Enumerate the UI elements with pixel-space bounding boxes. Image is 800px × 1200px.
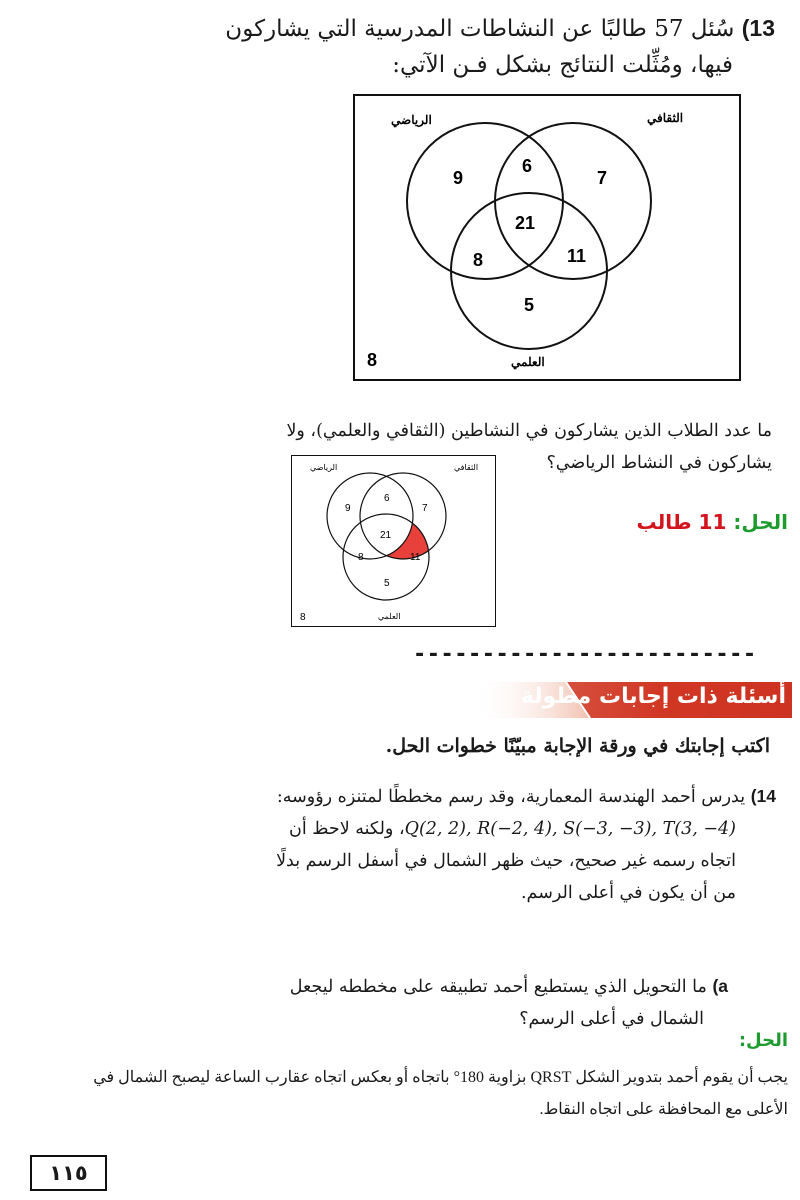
sports-circle <box>407 123 563 279</box>
question-13-prompt-line1: ما عدد الطلاب الذين يشاركون في النشاطين (الثقافي والعلمي)، ولا <box>286 421 772 441</box>
region-sports-cultural: 6 <box>522 156 533 176</box>
region-science-only: 5 <box>524 295 535 315</box>
region-outside: 8 <box>367 350 378 370</box>
question-13-solution <box>637 510 788 534</box>
part-a-line2: الشمال في أعلى الرسم؟ <box>519 1009 704 1029</box>
question-number: 14) <box>750 786 776 806</box>
venn-label-cultural: الثقافي <box>647 111 684 125</box>
part-a-label: a) <box>712 976 728 996</box>
question-13-line1: سُئل 57 طالبًا عن النشاطات المدرسية التي يشاركون <box>225 16 735 42</box>
question-14-solution-line2: الأعلى مع المحافظة على اتجاه النقاط. <box>539 1101 788 1118</box>
question-14-line2-tail: ، ولكنه لاحظ أن <box>289 819 405 839</box>
region-cultural-science: 11 <box>567 246 587 266</box>
venn-label-science: العلمي <box>511 355 545 369</box>
section-banner <box>470 678 792 722</box>
instruction-text: اكتب إجابتك في ورقة الإجابة مبيّنًا خطوات الحل. <box>385 735 770 757</box>
svg-text:8: 8 <box>300 612 306 623</box>
question-14a-text <box>16 970 776 1035</box>
venn-small-label-sports: الرياضي <box>310 463 338 472</box>
question-14-text <box>16 780 776 909</box>
section-divider: ------------------------- <box>413 642 757 667</box>
region-all-three: 21 <box>515 213 536 233</box>
venn-small-label-cultural: الثقافي <box>454 463 479 472</box>
svg-text:6: 6 <box>384 493 390 504</box>
question-14-coordinates: Q(2, 2), R(−2, 4), S(−3, −3), T(3, −4) <box>404 819 736 839</box>
venn-diagram-small-highlighted <box>291 455 496 627</box>
question-14-solution-line1: يجب أن يقوم أحمد بتدوير الشكل QRST بزاوية 180° باتجاه أو بعكس اتجاه عقارب الساعة ليصبح الشمال في <box>93 1069 788 1086</box>
question-14-line3: اتجاه رسمه غير صحيح، حيث ظهر الشمال في أسفل الرسم بدلًا <box>276 851 736 871</box>
svg-text:11: 11 <box>410 552 421 563</box>
question-14-solution-label: الحل: <box>738 1030 788 1051</box>
venn-diagram-large <box>353 94 741 381</box>
region-cultural-only: 7 <box>597 168 608 188</box>
question-14-solution <box>8 1062 788 1126</box>
question-14-line4: من أن يكون في أعلى الرسم. <box>520 883 736 903</box>
venn-label-sports: الرياضي <box>391 113 432 127</box>
page-number: ١١٥ <box>30 1155 107 1191</box>
question-number: 13) <box>741 15 775 41</box>
region-sports-only: 9 <box>453 168 464 188</box>
svg-text:5: 5 <box>384 578 390 589</box>
region-sports-science: 8 <box>473 250 484 270</box>
svg-text:8: 8 <box>358 552 364 563</box>
question-13-prompt-line2: يشاركون في النشاط الرياضي؟ <box>546 453 772 473</box>
svg-text:7: 7 <box>422 503 428 514</box>
part-a-line1: ما التحويل الذي يستطيع أحمد تطبيقه على مخططه ليجعل <box>289 977 707 997</box>
question-13-text <box>15 10 775 83</box>
solution-label: الحل: <box>733 510 788 534</box>
question-14-line1: يدرس أحمد الهندسة المعمارية، وقد رسم مخططًا لمتنزه رؤوسه: <box>276 787 746 807</box>
svg-text:21: 21 <box>380 530 392 541</box>
banner-title: أسئلة ذات إجابات مطولة <box>520 684 786 709</box>
question-13-line2: فيها، ومُثِّلت النتائج بشكل فـن الآتي: <box>392 52 733 78</box>
venn-small-label-science: العلمي <box>378 612 401 621</box>
svg-text:9: 9 <box>345 503 351 514</box>
solution-value: 11 طالب <box>636 510 727 534</box>
